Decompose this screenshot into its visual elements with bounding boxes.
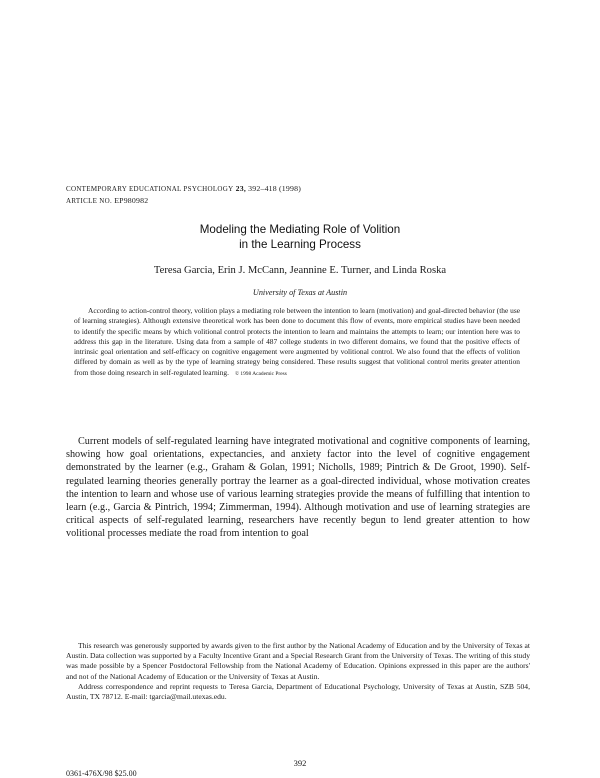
- journal-name: CONTEMPORARY EDUCATIONAL PSYCHOLOGY: [66, 185, 234, 193]
- journal-pages-year: 392–418 (1998): [248, 184, 301, 193]
- title-line-2: in the Learning Process: [239, 238, 361, 251]
- authors: Teresa Garcia, Erin J. McCann, Jeannine E. Turner, and Linda Roska: [153, 265, 447, 276]
- footnotes: [66, 641, 530, 702]
- abstract-text: According to action-control theory, volition plays a mediating role between the intention to learn (motivation) and goal-directed behavior (the use of learning strategies). Although extensive theoretical work has been done to document this flow of events, more empirical studies have been needed to identify the specific means by which volitional control protects the intention to learn and maintains the attempts to learn; our intention here was to address this gap in the literature. Using data from a sample of 487 college students in two different domains, we found that the positive effects of intrinsic goal orientation and self-efficacy on cognitive engagement were augmented by volitional control. We also found that the effects of volition differed by domain as well as by the type of learning strategy being considered. These results suggest that volitional control merits greater attention from those doing research in self-regulated learning.: [74, 306, 520, 377]
- article-number: EP980982: [114, 196, 149, 205]
- body-text: [66, 435, 530, 541]
- title-line-1: Modeling the Mediating Role of Volition: [199, 223, 401, 236]
- paper-title: [0, 222, 600, 252]
- article-prefix: ARTICLE NO.: [66, 197, 113, 205]
- affiliation: University of Texas at Austin: [252, 288, 348, 297]
- abstract-copyright: © 1998 Academic Press: [234, 370, 287, 377]
- abstract: [74, 306, 520, 379]
- journal-header: [66, 183, 301, 207]
- journal-volume: 23,: [235, 184, 247, 193]
- body-paragraph: Current models of self-regulated learning have integrated motivational and cognitive components of learning, showing how goal orientations, expectancies, and anxiety factor into the level of cognitive engagement demonstrated by the learner (e.g., Graham & Golan, 1991; Nicholls, 1989; Pintrich & De Groot, 1990). Self-regulated learning theories generally portray the learner as a goal-directed individual, whose motivation creates the intention to learn and whose use of various learning strategies provide the means of fulfilling that intention to learn (e.g., Garcia & Pintrich, 1994; Zimmerman, 1994). Although motivation and use of learning strategies are critical aspects of self-regulated learning, researchers have recently begun to lend greater attention to how volitional processes mediate the road from intention to goal: [66, 436, 530, 540]
- footnote-address: Address correspondence and reprint requests to Teresa Garcia, Department of Educational Psychology, University of Texas at Austin, SZB 504, Austin, TX 78712. E-mail: tgarcia@mail.utexas.edu.: [66, 681, 530, 702]
- price-code: 0361-476X/98 $25.00: [66, 769, 137, 778]
- footnote-support: This research was generously supported by awards given to the first author by the National Academy of Education and by the University of Texas at Austin. Data collection was supported by a Faculty Incentive Grant and a Special Research Grant from the University of Texas. The writing of this study was made possible by a Spencer Postdoctoral Fellowship from the National Academy of Education. Opinions expressed in this paper are the authors' and not of the National Academy of Education or the University of Texas at Austin.: [66, 641, 530, 681]
- page-number: 392: [293, 758, 307, 768]
